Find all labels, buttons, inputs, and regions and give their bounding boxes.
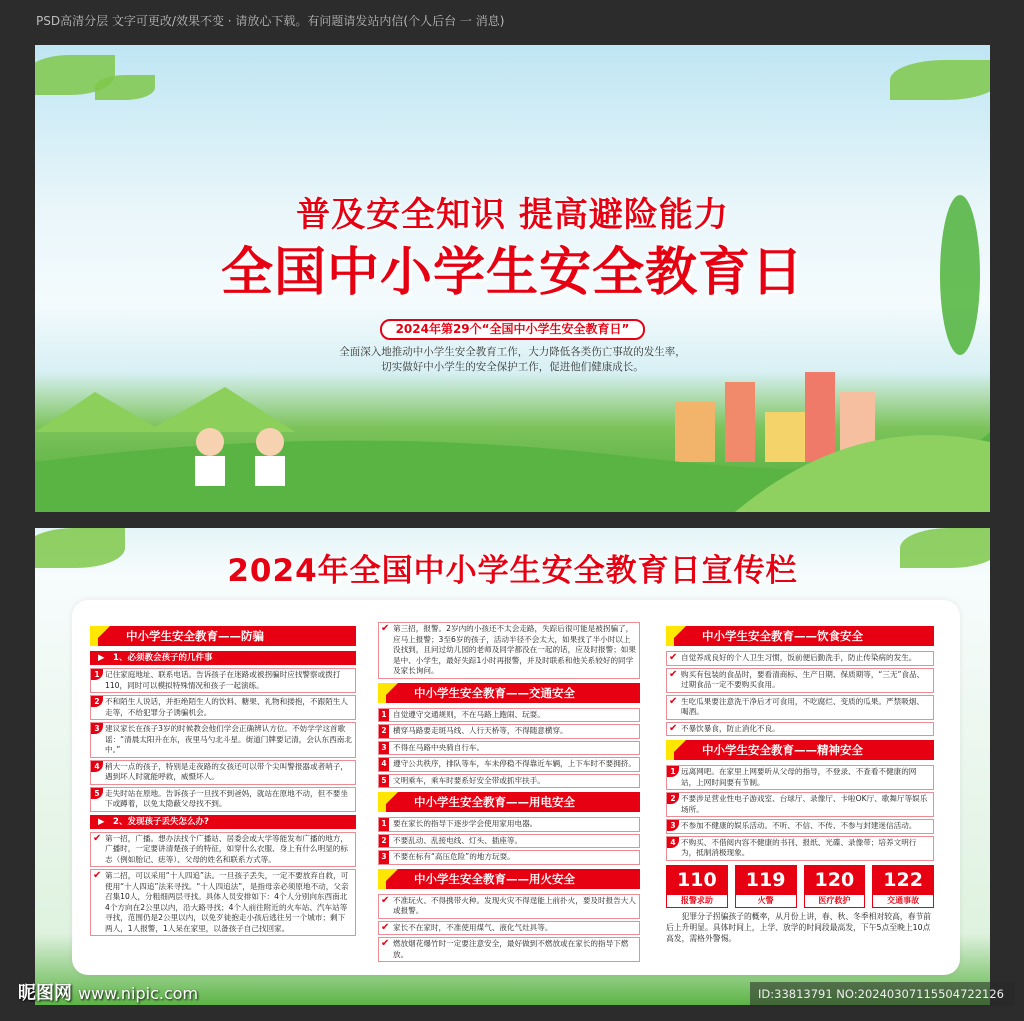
leaf-decoration bbox=[95, 75, 155, 100]
banner-title: 全国中小学生安全教育日 bbox=[220, 243, 804, 303]
item-text: 稍大一点的孩子，特别是走夜路的女孩还可以带个尖叫警报器或者哨子，遇到坏人时就能呼救，威慑坏人。 bbox=[105, 761, 348, 781]
section-header: 中小学生安全教育——交通安全 bbox=[378, 683, 640, 703]
list-item bbox=[378, 850, 640, 865]
hotline-box bbox=[872, 865, 934, 908]
hotline-box bbox=[735, 865, 797, 908]
hotline-box bbox=[804, 865, 866, 908]
subsection-header: ▶ 1、必须教会孩子的几件事 bbox=[90, 651, 356, 665]
section-header: 中小学生安全教育——用火安全 bbox=[378, 869, 640, 889]
board-title: 2024年全国中小学生安全教育日宣传栏 bbox=[227, 553, 798, 589]
list-item bbox=[378, 817, 640, 832]
note-paragraph: 犯罪分子拐骗孩子的概率，从月份上讲，春、秋、冬季相对较高，春节前后上升明显。具体时间上，上学、放学的时间段最高发，下午5点至晚上10点高发，需格外警惕。 bbox=[666, 911, 932, 943]
number-badge: 1 bbox=[91, 669, 103, 680]
item-text: 文明乘车，乘车时要系好安全带或抓牢扶手。 bbox=[393, 775, 545, 785]
list-item bbox=[666, 836, 934, 861]
number-badge: 5 bbox=[91, 788, 103, 799]
hotline-box bbox=[666, 865, 728, 908]
item-text: 建议家长在孩子3岁的时候教会他们学会正确辨认方位。不妨学学这首歌谣：“清晨太阳升在东，夜里马勺北斗星。街道门牌要记清，会认东西南北中。” bbox=[105, 724, 352, 754]
check-icon: ✔ bbox=[381, 921, 390, 933]
item-text: 不购买、不借阅内容不健康的书刊、报纸、光碟、录像带；培养文明行为，抵制消极现象。 bbox=[681, 837, 917, 857]
section-header: 中小学生安全教育——精神安全 bbox=[666, 740, 934, 760]
list-item bbox=[90, 760, 356, 785]
hotline-number: 119 bbox=[736, 866, 796, 895]
download-note: PSD高清分层 文字可更改/效果不变 · 请放心下载。有问题请发站内信(个人后台 一 消息) bbox=[36, 14, 505, 28]
list-item bbox=[666, 651, 934, 666]
check-icon: ✔ bbox=[93, 832, 102, 844]
number-badge: 4 bbox=[379, 758, 389, 771]
list-item bbox=[378, 894, 640, 919]
item-text: 第二招，可以采用“十人四追”法。一旦孩子丢失，一定不要放弃自救，可使用“十人四追”法来寻找。“十人四追法”，是指母亲必须原地不动，父亲召集10人，分粗细两层寻找。具体人员安排如下：4个人分别向东西南北4个方向在2公里以内，沿大路寻找；4个人前往附近的火车站、汽车站等寻找，范围仍是2公里以内，以免歹徒抱走小孩后逃往另一个城市；剩下两人，1人报警，1人呆在家里，以备孩子自己找回家。 bbox=[105, 871, 349, 933]
number-badge: 2 bbox=[379, 835, 389, 848]
number-badge: 1 bbox=[379, 709, 389, 722]
banner-paragraph bbox=[35, 345, 990, 375]
item-text: 不得在马路中央骑自行车。 bbox=[393, 742, 485, 752]
item-text: 不准玩火、不得携带火种。发现火灾不得逞能上前扑火，要及时报告大人或报警。 bbox=[393, 895, 636, 915]
hotline-label: 报警求助 bbox=[680, 895, 713, 905]
hotline-label: 火警 bbox=[757, 895, 774, 905]
item-text: 走失时站在原地。告诉孩子一旦找不到爸妈，就站在原地不动，但不要坐下或蹲着，以免太隐蔽父母找不到。 bbox=[105, 788, 348, 808]
number-badge: 3 bbox=[667, 820, 679, 831]
check-icon: ✔ bbox=[381, 894, 390, 906]
check-icon: ✔ bbox=[381, 623, 390, 634]
column-3 bbox=[666, 622, 934, 944]
number-badge: 2 bbox=[91, 696, 103, 707]
list-item bbox=[90, 722, 356, 758]
number-badge: 3 bbox=[379, 851, 389, 864]
site-text: www.nipic.com bbox=[78, 984, 199, 1003]
list-item bbox=[90, 695, 356, 720]
hotline-label: 医疗救护 bbox=[818, 895, 851, 905]
list-item bbox=[90, 869, 356, 936]
number-badge: 1 bbox=[667, 766, 679, 777]
item-text: 记住家庭地址、联系电话。告诉孩子在迷路或被拐骗时应找警察或拨打110，同时可以模拟特殊情况和孩子一起演练。 bbox=[105, 670, 341, 690]
check-icon: ✔ bbox=[93, 870, 102, 881]
list-item bbox=[666, 765, 934, 790]
hotline-number: 110 bbox=[667, 866, 727, 895]
check-icon: ✔ bbox=[669, 695, 678, 707]
list-item bbox=[666, 792, 934, 817]
item-text: 燃放烟花爆竹时一定要注意安全，最好做到不燃放或在家长的指导下燃放。 bbox=[393, 939, 629, 959]
banner-slogan: 普及安全知识 提高避险能力 bbox=[296, 195, 729, 235]
list-item bbox=[378, 834, 640, 849]
item-text: 第一招，广播。想办法找个广播站、居委会或大学等能发布广播的地方，广播时，一定要讲清楚孩子的特征，如穿什么衣服、身上有什么明显的标志（例如胎记、痣等）、父母的姓名和联系方式等。 bbox=[105, 833, 348, 864]
column-1 bbox=[90, 622, 356, 938]
hotline-row bbox=[666, 865, 934, 908]
item-text: 第三招，报警。2岁内的小孩还不太会走路，失踪后很可能是被拐骗了，应马上报警；3至6岁的孩子，活动半径不会太大，如果找了半小时以上没找到，且问过幼儿园的老师及同学都没在一起的话，应及时报警；如果是中、小学生，最好失踪1小时再报警，并及时联系和他关系较好的同学及家长询问。 bbox=[393, 624, 636, 675]
item-text: 不要乱动、乱接电线、灯头、插座等。 bbox=[393, 835, 523, 845]
column-2 bbox=[378, 622, 640, 964]
item-text: 要在家长的指导下逐步学会使用家用电器。 bbox=[393, 819, 538, 828]
paragraph-line: 全面深入地推动中小学生安全教育工作，大力降低各类伤亡事故的发生率， bbox=[339, 346, 686, 358]
item-text: 不要在标有“高压危险”的地方玩耍。 bbox=[393, 852, 515, 861]
list-item bbox=[666, 668, 934, 693]
number-badge: 3 bbox=[379, 742, 389, 755]
hotline-label: 交通事故 bbox=[887, 895, 920, 905]
number-badge: 4 bbox=[91, 761, 103, 772]
list-item bbox=[378, 757, 640, 772]
number-badge: 5 bbox=[379, 775, 389, 788]
number-badge: 4 bbox=[667, 837, 679, 848]
list-item bbox=[90, 668, 356, 693]
number-badge: 2 bbox=[379, 725, 389, 738]
list-item bbox=[378, 774, 640, 789]
item-text: 横穿马路要走斑马线、人行天桥等，不得随意横穿。 bbox=[393, 726, 568, 735]
check-icon: ✔ bbox=[669, 668, 678, 680]
subsection-header: ▶ 2、发现孩子丢失怎么办? bbox=[90, 815, 356, 829]
list-item bbox=[90, 787, 356, 812]
list-item bbox=[378, 708, 640, 723]
ribbon-text: 2024年第29个“全国中小学生安全教育日” bbox=[380, 319, 646, 340]
item-text: 不参加不健康的娱乐活动。不听、不信、不传、不参与封建迷信活动。 bbox=[681, 821, 917, 830]
item-text: 家长不在家时，不准使用煤气、液化气灶具等。 bbox=[393, 922, 553, 932]
number-badge: 3 bbox=[91, 723, 103, 734]
list-item bbox=[378, 741, 640, 756]
paragraph-line: 切实做好中小学生的安全保护工作，促进他们健康成长。 bbox=[381, 361, 644, 373]
list-item bbox=[378, 921, 640, 936]
banner-ribbon bbox=[35, 319, 990, 340]
list-item bbox=[378, 937, 640, 962]
hotline-number: 122 bbox=[873, 866, 933, 895]
item-text: 不和陌生人说话，并拒绝陌生人的饮料、糖果、礼物和搂抱，不跟陌生人走等，不给犯罪分子诱骗机会。 bbox=[105, 697, 348, 717]
list-item bbox=[666, 722, 934, 737]
item-text: 不要涉足营业性电子游戏室、台球厅、录像厅、卡啦OK厅、歌舞厅等娱乐场所。 bbox=[681, 794, 928, 814]
board-panel bbox=[35, 528, 990, 1005]
list-item bbox=[90, 832, 356, 868]
section-header: 中小学生安全教育——饮食安全 bbox=[666, 626, 934, 646]
check-icon: ✔ bbox=[669, 652, 678, 663]
check-icon: ✔ bbox=[669, 722, 678, 734]
list-item bbox=[378, 724, 640, 739]
item-text: 遵守公共秩序，排队等车，车未停稳不得靠近车辆，上下车时不要拥挤。 bbox=[393, 759, 636, 768]
hotline-number: 120 bbox=[805, 866, 865, 895]
item-text: 远离网吧。在家里上网要听从父母的指导，不登录、不查看不健康的网站，上网时间要有节制。 bbox=[681, 767, 917, 787]
item-text: 购买有包装的食品时，要看清商标、生产日期、保质期等，“三无”食品、过期食品一定不要购买食用。 bbox=[681, 669, 925, 689]
check-icon: ✔ bbox=[381, 938, 390, 949]
item-text: 生吃瓜果要注意洗干净后才可食用，不吃腐烂、变质的瓜果。严禁吸烟、喝酒。 bbox=[681, 696, 924, 716]
number-badge: 2 bbox=[667, 793, 679, 804]
logo-text: 昵图网 bbox=[18, 983, 72, 1004]
section-header: 中小学生安全教育——用电安全 bbox=[378, 792, 640, 812]
section-header: 中小学生安全教育——防骗 bbox=[90, 626, 356, 646]
banner-panel bbox=[35, 45, 990, 512]
list-item bbox=[378, 622, 640, 679]
watermark-logo bbox=[18, 982, 198, 1006]
leaf-decoration bbox=[890, 60, 990, 100]
list-item bbox=[666, 695, 934, 720]
item-text: 自觉遵守交通规则，不在马路上跑闹、玩耍。 bbox=[393, 709, 545, 719]
item-text: 不暴饮暴食，防止消化不良。 bbox=[681, 723, 780, 733]
landscape-illustration bbox=[35, 372, 990, 512]
board-card bbox=[72, 600, 960, 975]
list-item bbox=[666, 819, 934, 834]
number-badge: 1 bbox=[379, 818, 389, 831]
image-id: ID:33813791 NO:20240307115504722126 bbox=[750, 982, 1015, 1006]
item-text: 自觉养成良好的个人卫生习惯，饭前便后勤洗手，防止传染病的发生。 bbox=[681, 653, 917, 662]
